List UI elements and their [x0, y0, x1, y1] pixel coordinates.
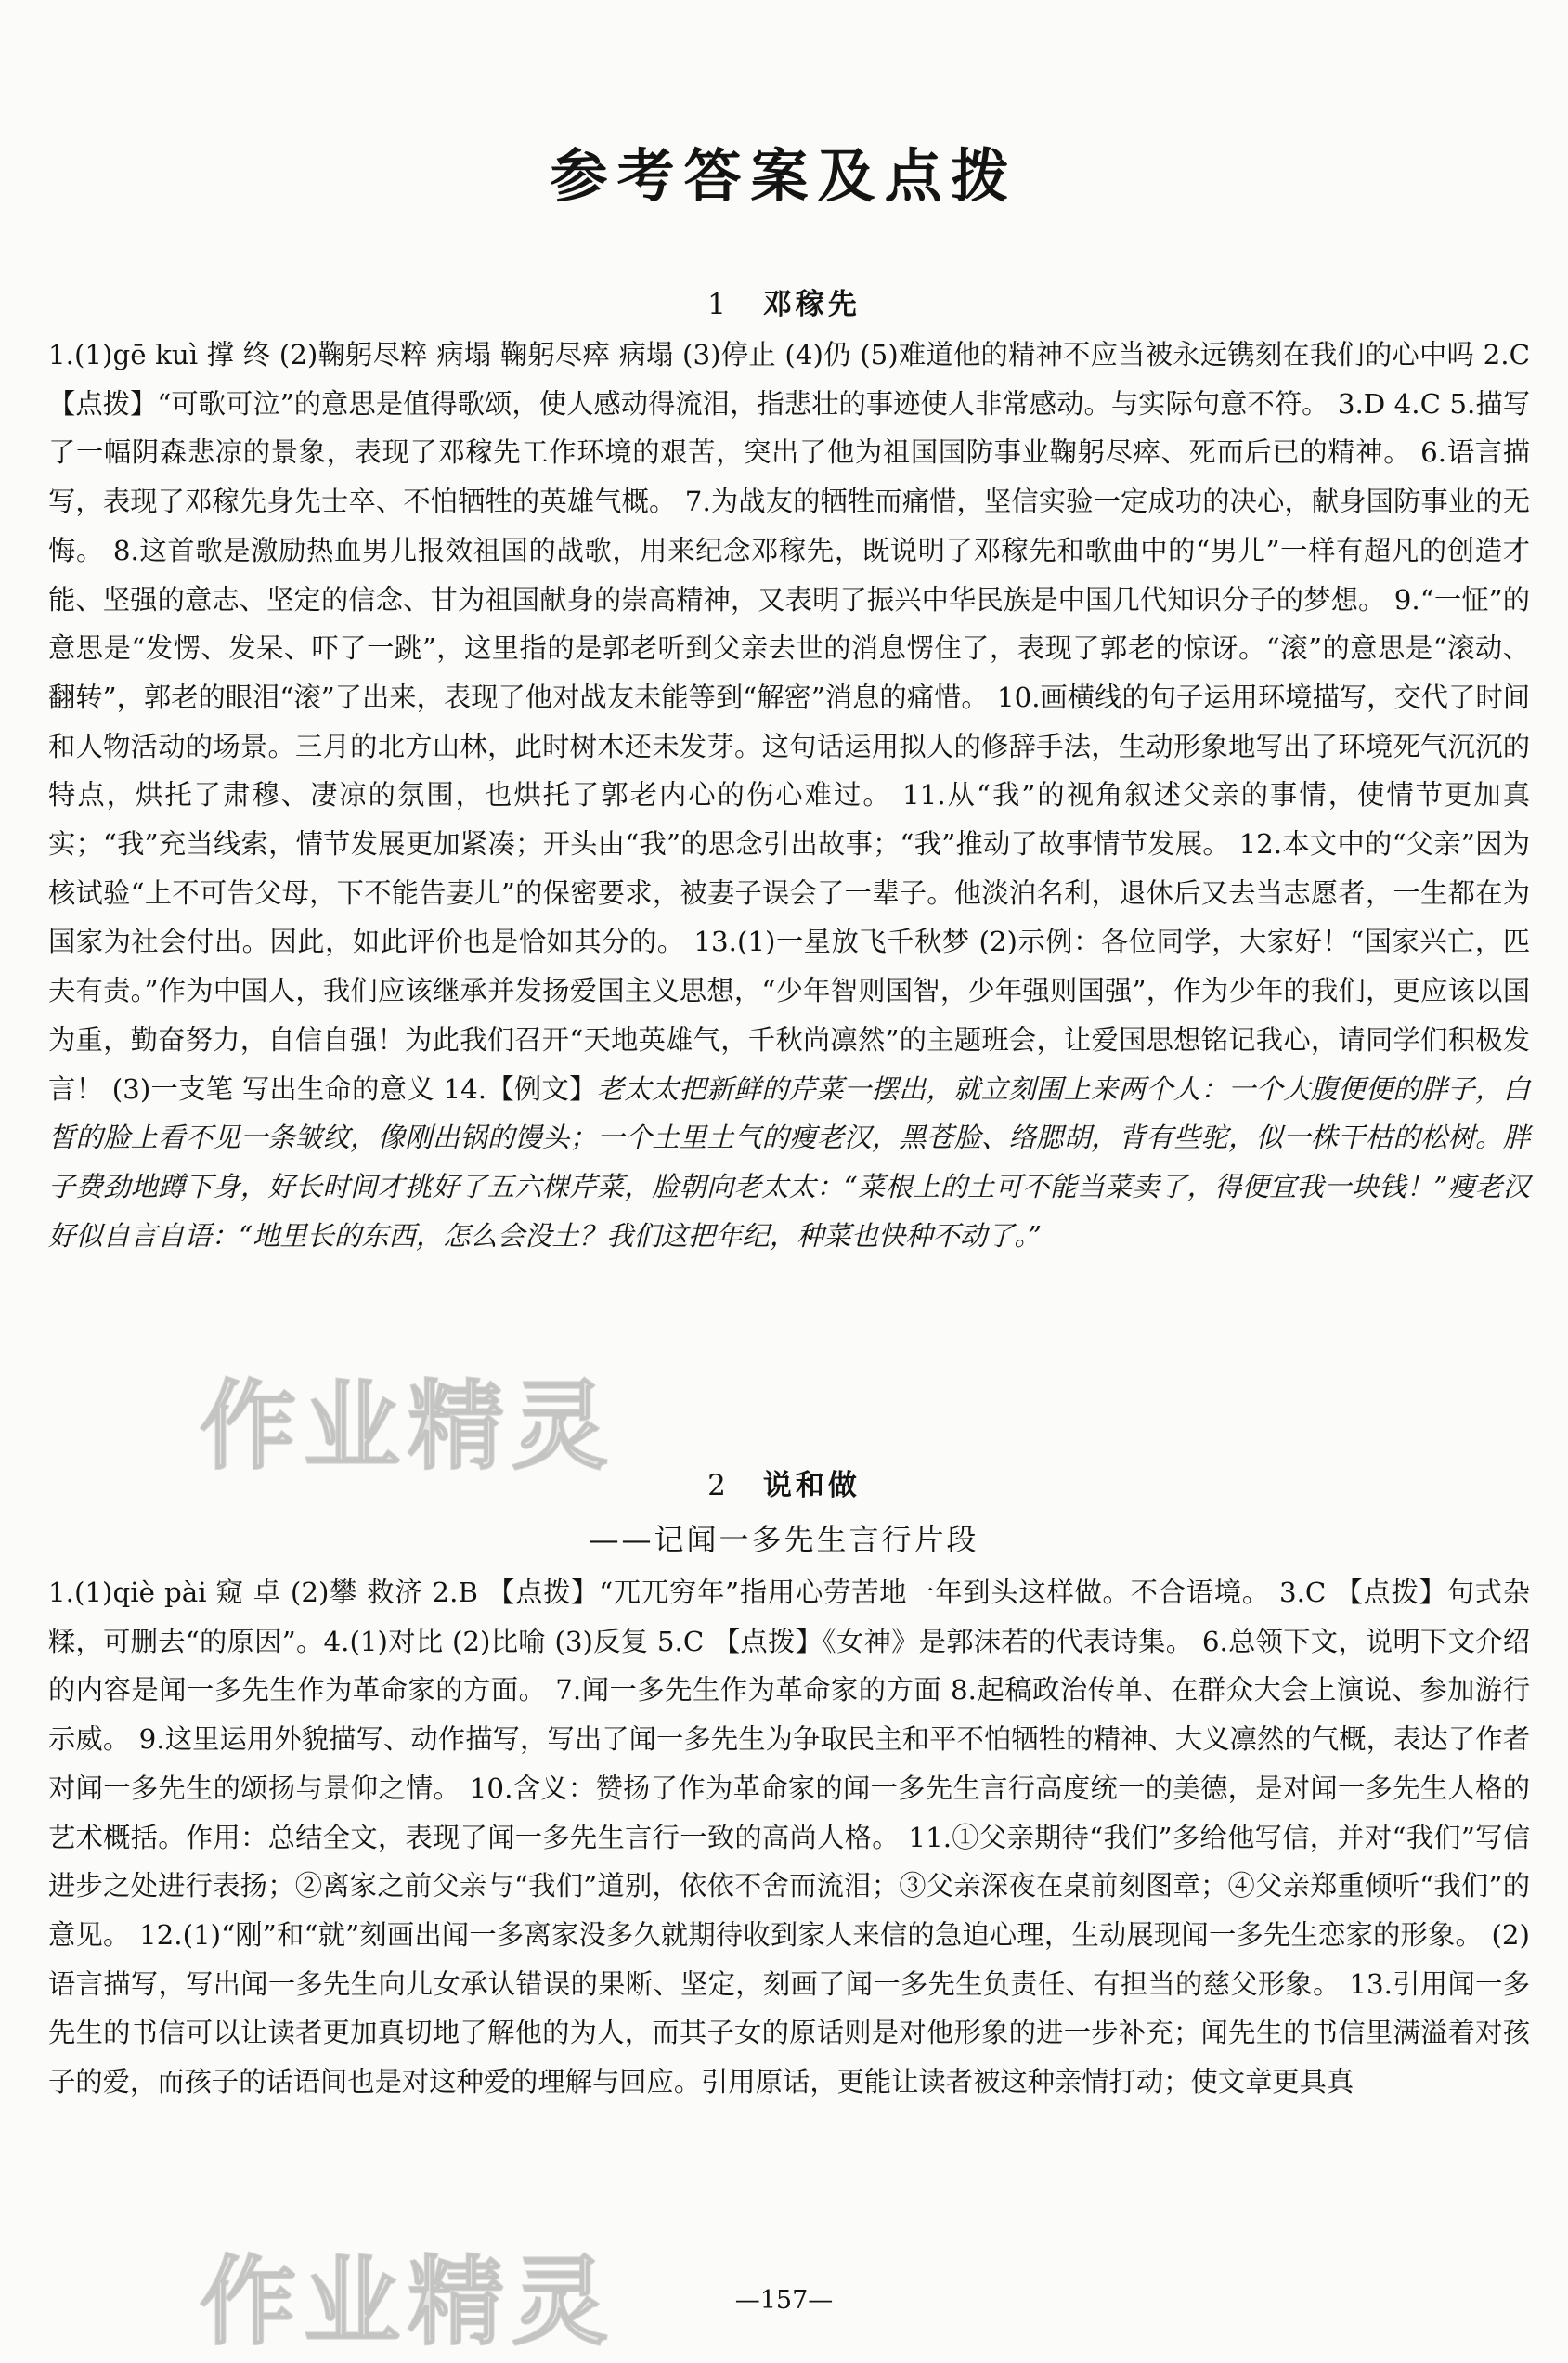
section-1-number: 1 — [707, 288, 730, 321]
watermark-logo: 作业精灵 — [200, 2245, 616, 2358]
section-2-number: 2 — [707, 1469, 730, 1502]
section-1-body — [48, 331, 1530, 1260]
section-2-answers: 1.(1)qiè pài 窥 卓 (2)攀 救济 2.B 【点拨】“兀兀穷年”指用心劳苦地一年到头这样做。不合语境。 3.C 【点拨】句式杂糅，可删去“的原因”。4.(1)对比 (2)比喻 (3)反复 5.C 【点拨】《女神》是郭沫若的代表诗集。 6.总领下文，说明下文介绍的内容是闻一多先生作为革命家的方面。 7.闻一多先生作为革命家的方面 8.起稿政治传单、在群众大会上演说、参加游行示威。 9.这里运用外貌描写、动作描写，写出了闻一多先生为争取民主和平不怕牺牲的精神、大义凛然的气概，表达了作者对闻一多先生的颂扬与景仰之情。 10.含义：赞扬了作为革命家的闻一多先生言行高度统一的美德，是对闻一多先生人格的艺术概括。作用：总结全文，表现了闻一多先生言行一致的高尚人格。 11.①父亲期待“我们”多给他写信，并对“我们”写信进步之处进行表扬；②离家之前父亲与“我们”道别，依依不舍而流泪；③父亲深夜在桌前刻图章；④父亲郑重倾听“我们”的意见。 12.(1)“刚”和“就”刻画出闻一多离家没多久就期待收到家人来信的急迫心理，生动展现闻一多先生恋家的形象。 (2)语言描写，写出闻一多先生向儿女承认错误的果断、坚定，刻画了闻一多先生负责任、有担当的慈父形象。 13.引用闻一多先生的书信可以让读者更加真切地了解他的为人，而其子女的原话则是对他形象的进一步补充；闻先生的书信里满溢着对孩子的爱，而孩子的话语间也是对这种爱的理解与回应。引用原话，更能让读者被这种亲情打动；使文章更具真 — [48, 1577, 1530, 2098]
section-1-essay: 老太太把新鲜的芹菜一摆出，就立刻围上来两个人：一个大腹便便的胖子，白皙的脸上看不见一条皱纹，像刚出锅的馒头；一个土里土气的瘦老汉，黑苍脸、络腮胡，背有些驼，似一株干枯的松树。胖子费劲地蹲下身，好长时间才挑好了五六棵芹菜，脸朝向老太太：“菜根上的土可不能当菜卖了，得便宜我一块钱！”瘦老汉好似自言自语：“地里长的东西，怎么会没土？我们这把年纪，种菜也快种不动了。” — [48, 1072, 1531, 1252]
section-1-answers: 1.(1)gē kuì 撑 终 (2)鞠躬尽粹 病塌 鞠躬尽瘁 病塌 (3)停止 (4)仍 (5)难道他的精神不应当被永远镌刻在我们的心中吗 2.C 【点拨】“可歌可泣”的意思是值得歌颂，使人感动得流泪，指悲壮的事迹使人非常感动。与实际句意不符。 3.D 4.C 5.描写了一幅阴森悲凉的景象，表现了邓稼先工作环境的艰苦，突出了他为祖国国防事业鞠躬尽瘁、死而后已的精神。 6.语言描写，表现了邓稼先身先士卒、不怕牺牲的英雄气概。 7.为战友的牺牲而痛惜，坚信实验一定成功的决心，献身国防事业的无悔。 8.这首歌是激励热血男儿报效祖国的战歌，用来纪念邓稼先，既说明了邓稼先和歌曲中的“男儿”一样有超凡的创造才能、坚强的意志、坚定的信念、甘为祖国献身的崇高精神，又表明了振兴中华民族是中国几代知识分子的梦想。 9.“一怔”的意思是“发愣、发呆、吓了一跳”，这里指的是郭老听到父亲去世的消息愣住了，表现了郭老的惊讶。“滚”的意思是“滚动、翻转”，郭老的眼泪“滚”了出来，表现了他对战友未能等到“解密”消息的痛惜。 10.画横线的句子运用环境描写，交代了时间和人物活动的场景。三月的北方山林，此时树木还未发芽。这句话运用拟人的修辞手法，生动形象地写出了环境死气沉沉的特点，烘托了肃穆、凄凉的氛围，也烘托了郭老内心的伤心难过。 11.从“我”的视角叙述父亲的事情，使情节更加真实；“我”充当线索，情节发展更加紧凑；开头由“我”的思念引出故事；“我”推动了故事情节发展。 12.本文中的“父亲”因为核试验“上不可告父母，下不能告妻儿”的保密要求，被妻子误会了一辈子。他淡泊名利，退休后又去当志愿者，一生都在为国家为社会付出。因此，如此评价也是恰如其分的。 13.(1)一星放飞千秋梦 (2)示例：各位同学，大家好！“国家兴亡，匹夫有责。”作为中国人，我们应该继承并发扬爱国主义思想，“少年智则国智，少年强则国强”，作为少年的我们，更应该以国为重，勤奋努力，自信自强！为此我们召开“天地英雄气，千秋尚凛然”的主题班会，让爱国思想铭记我心，请同学们积极发言！ (3)一支笔 写出生命的意义 14.【例文】 — [48, 339, 1530, 1105]
page-number: —157— — [734, 2286, 834, 2315]
section-2-subtitle: ——记闻一多先生言行片段 — [589, 1522, 979, 1557]
section-2-name: 说和做 — [762, 1469, 861, 1502]
watermark-logo: 作业精灵 — [200, 1370, 616, 1483]
section-2-body — [48, 1568, 1530, 2107]
section-1-name: 邓稼先 — [762, 288, 861, 321]
section-2-heading — [0, 1461, 1568, 1503]
page-title: 参考答案及点拨 — [550, 142, 1018, 210]
section-1-heading — [0, 280, 1568, 322]
